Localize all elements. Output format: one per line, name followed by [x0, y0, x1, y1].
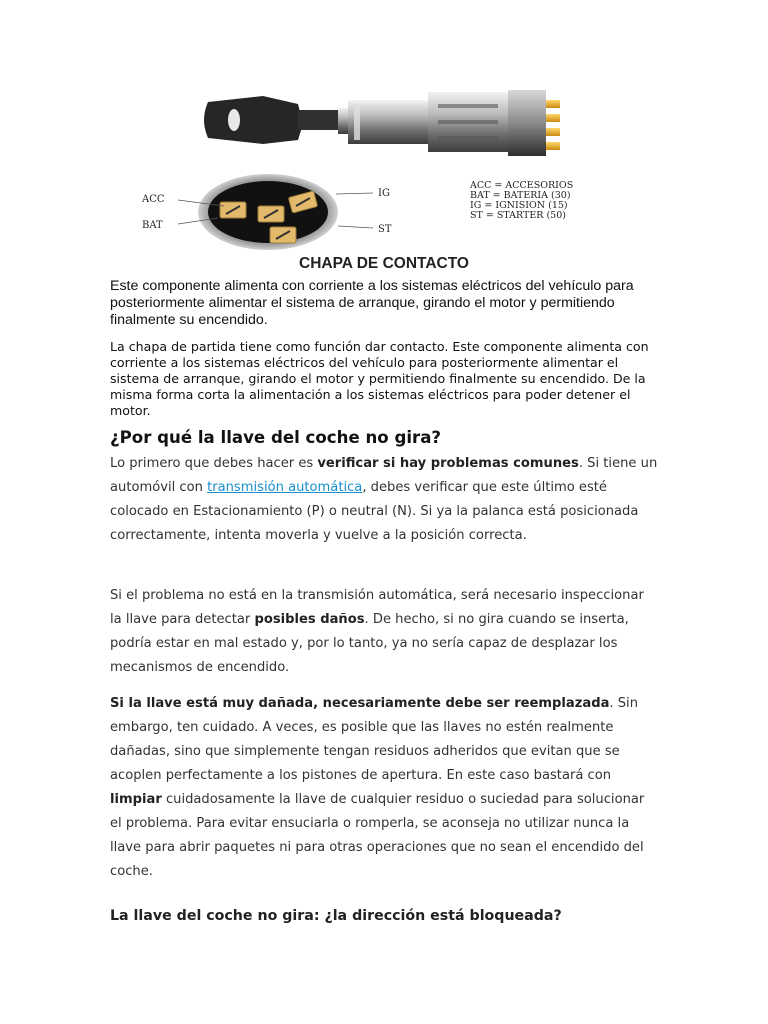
label-st: ST: [378, 224, 392, 235]
bold-run: verificar si hay problemas comunes: [317, 456, 579, 471]
text-run: cuidadosamente la llave de cualquier residuo o suciedad para solucionar el problema. Para evitar ensuciarla o romperla, se aconseja no utilizar nunca la llave para abrir paquetes ni para otras operaciones que no sean el encendido del coche.: [110, 792, 645, 879]
legend-line: BAT = BATERIA (30): [470, 190, 571, 201]
legend-line: IG = IGNISION (15): [470, 200, 568, 211]
bold-run: Si la llave está muy dañada, necesariamente debe ser reemplazada: [110, 696, 610, 711]
body-paragraph-3: [110, 692, 658, 884]
text-run: , debes verificar que este último esté colocado en Estacionamiento (P) o neutral (N). Si ya la palanca está posicionada correctamente, intenta moverla y vuelve a la posición correcta.: [110, 480, 639, 543]
intro-paragraph: Este componente alimenta con corriente a los sistemas eléctricos del vehículo para posteriormente alimentar el sistema de arranque, girando el motor y permitiendo finalmente su encendido.: [110, 278, 634, 328]
body-paragraph-1: [110, 452, 658, 548]
subsection-heading: La llave del coche no gira: ¿la dirección está bloqueada?: [110, 908, 562, 924]
lock-cylinder: [338, 90, 546, 156]
figure-legend: [469, 180, 573, 221]
bold-run: limpiar: [110, 792, 162, 807]
legend-line: ACC = ACCESORIOS: [470, 180, 574, 191]
ignition-switch-figure: [138, 82, 638, 250]
document-title: CHAPA DE CONTACTO: [299, 255, 469, 272]
label-acc: ACC: [142, 194, 165, 205]
text-run: Lo primero que debes hacer es: [110, 456, 318, 471]
terminals: [546, 100, 560, 150]
text-run: . Sin embargo, ten cuidado. A veces, es posible que las llaves no estén realmente dañadas, sino que simplemente tengan residuos adheridos que evitan que se acoplen perfectamente a los pistones de apertura. En este caso bastará con: [110, 696, 638, 783]
ignition-switch-diagram: [138, 82, 638, 250]
body-paragraph-2: [110, 584, 658, 680]
text-run: . Si tiene un automóvil con: [110, 456, 658, 495]
label-bat: BAT: [142, 220, 163, 231]
key-head: [204, 96, 338, 144]
function-paragraph: La chapa de partida tiene como función dar contacto. Este componente alimenta con corriente a los sistemas eléctricos del vehículo para posteriormente alimentar el sistema de arranque, girando el motor y permitiendo finalmente su encendido. De la misma forma corta la alimentación a los sistemas eléctricos para poder detener el motor.: [110, 339, 649, 418]
label-ig: IG: [378, 188, 390, 199]
legend-line: ST = STARTER (50): [470, 210, 566, 221]
contact-disc: [198, 174, 338, 250]
section-heading: ¿Por qué la llave del coche no gira?: [110, 428, 442, 447]
text-run: . De hecho, si no gira cuando se inserta, podría estar en mal estado y, por lo tanto, ya no sería capaz de desplazar los mecanismos de encendido.: [110, 612, 629, 675]
text-run: Si el problema no está en la transmisión automática, será necesario inspeccionar la llave para detectar: [110, 588, 644, 627]
automatic-transmission-link[interactable]: transmisión automática: [207, 480, 363, 495]
bold-run: posibles daños: [254, 612, 365, 627]
